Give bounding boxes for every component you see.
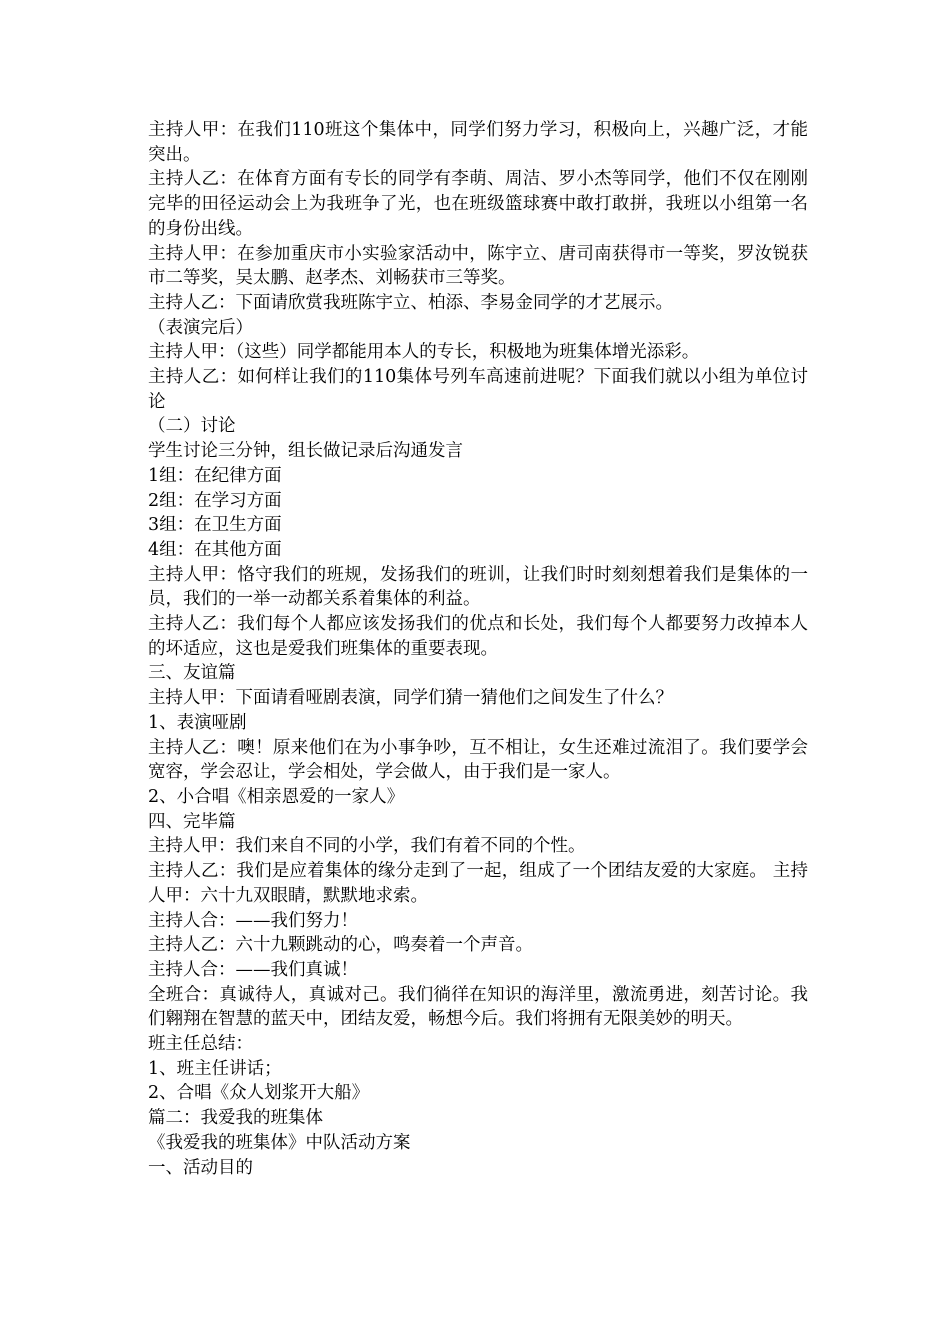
paragraph: 主持人乙：如何样让我们的110集体号列车高速前进呢？下面我们就以小组为单位讨论: [148, 367, 808, 412]
paragraph: 主持人甲：我们来自不同的小学，我们有着不同的个性。: [148, 836, 586, 857]
paragraph: 主持人合：——我们努力！: [148, 910, 358, 931]
section-heading: 一、活动目的: [148, 1157, 253, 1178]
paragraph: 主持人甲：（这些）同学都能用本人的专长，积极地为班集体增光添彩。: [148, 342, 700, 363]
list-item: 4组：在其他方面: [148, 539, 282, 560]
paragraph: 主持人乙：下面请欣赏我班陈宇立、柏添、李易金同学的才艺展示。: [148, 292, 673, 313]
paragraph: 主持人乙：六十九颗跳动的心，鸣奏着一个声音。: [148, 935, 533, 956]
list-item: 1、表演哑剧: [148, 712, 247, 733]
list-item: 1、班主任讲话；: [148, 1058, 282, 1079]
section-heading: 四、完毕篇: [148, 811, 236, 832]
paragraph: 班主任总结：: [148, 1034, 253, 1055]
paragraph: 主持人合：——我们真诚！: [148, 959, 358, 980]
paragraph: （表演完后）: [148, 317, 253, 338]
paragraph: 全班合：真诚待人，真诚对己。我们徜徉在知识的海洋里，激流勇进，刻苦讨论。我们翱翔在智慧的蓝天中，团结友爱，畅想今后。我们将拥有无限美妙的明天。: [148, 984, 808, 1030]
paragraph: 主持人乙：在体育方面有专长的同学有李萌、周洁、罗小杰等同学，他们不仅在刚刚完毕的田径运动会上为我班争了光，也在班级篮球赛中敢打敢拼，我班以小组第一名的身份出线。: [148, 169, 808, 239]
paragraph: 主持人乙：我们是应着集体的缘分走到了一起，组成了一个团结友爱的大家庭。 主持人甲：六十九双眼睛，默默地求索。: [148, 861, 808, 906]
section-heading: （二）讨论: [148, 416, 236, 437]
list-item: 2组：在学习方面: [148, 490, 282, 511]
document-page: [148, 118, 808, 1180]
paragraph: 主持人甲：在参加重庆市小实验家活动中，陈宇立、唐司南获得市一等奖，罗汝锐获市二等奖，吴太鹏、赵孝杰、刘畅获市三等奖。: [148, 243, 808, 289]
list-item: 3组：在卫生方面: [148, 515, 282, 536]
list-item: 2、合唱《众人划浆开大船》: [148, 1083, 370, 1104]
document-title: 《我爱我的班集体》中队活动方案: [148, 1132, 411, 1153]
paragraph: 主持人甲：下面请看哑剧表演，同学们猜一猜他们之间发生了什么？: [148, 688, 673, 709]
paragraph: 主持人甲：在我们110班这个集体中，同学们努力学习，积极向上，兴趣广泛，才能突出。: [148, 120, 808, 165]
list-item: 1组：在纪律方面: [148, 465, 282, 486]
list-item: 2、小合唱《相亲恩爱的一家人》: [148, 786, 405, 807]
section-heading: 三、友谊篇: [148, 663, 236, 684]
paragraph: 主持人乙：我们每个人都应该发扬我们的优点和长处，我们每个人都要努力改掉本人的坏适应，这也是爱我们班集体的重要表现。: [148, 614, 808, 659]
paragraph: 学生讨论三分钟，组长做记录后沟通发言: [148, 441, 463, 462]
paragraph: 主持人乙：噢！原来他们在为小事争吵，互不相让，女生还难过流泪了。我们要学会宽容，学会忍让，学会相处，学会做人，由于我们是一家人。: [148, 737, 808, 783]
paragraph: 主持人甲：恪守我们的班规，发扬我们的班训，让我们时时刻刻想着我们是集体的一员，我们的一举一动都关系着集体的利益。: [148, 564, 808, 610]
section-heading: 篇二：我爱我的班集体: [148, 1108, 323, 1129]
